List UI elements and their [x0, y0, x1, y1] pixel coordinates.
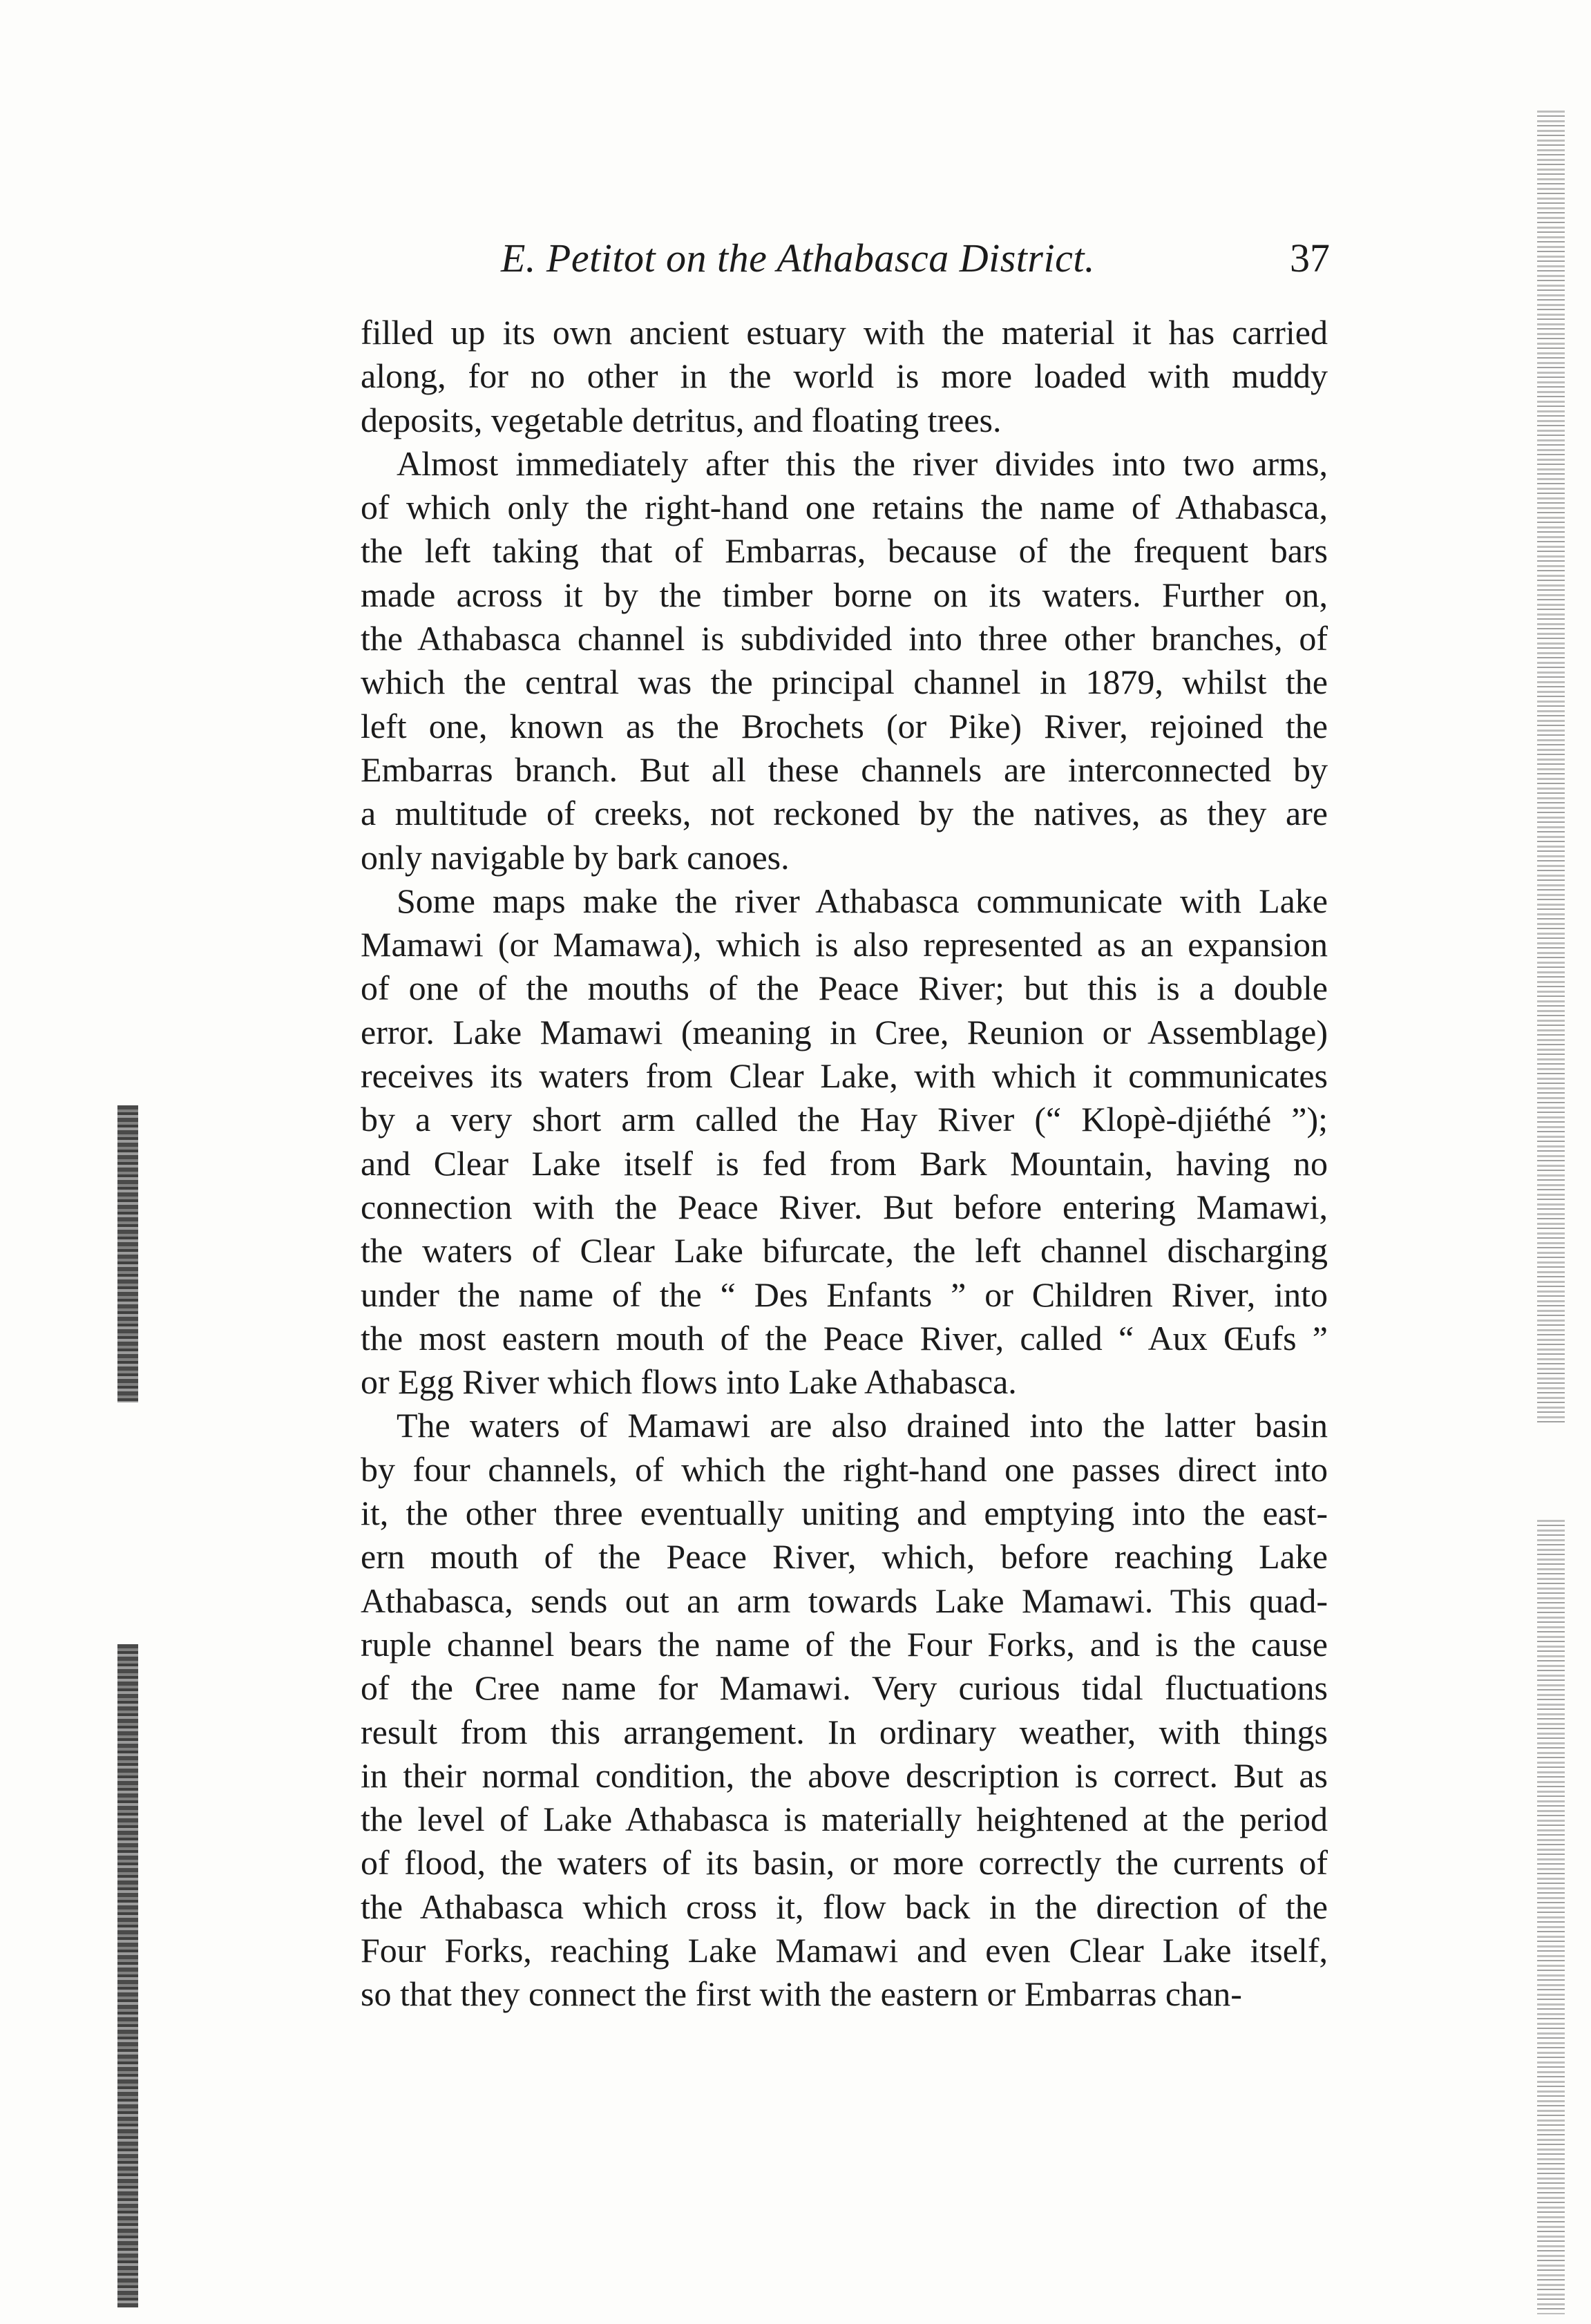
- text-line: the level of Lake Athabasca is materially heightened at the period: [361, 1800, 1328, 1839]
- scan-edge-right-upper: [1537, 111, 1565, 1423]
- text-line: only navigable by bark canoes.: [361, 837, 790, 877]
- text-line: of the Cree name for Mamawi. Very curious tidal fluctuations: [361, 1668, 1328, 1708]
- text-line: connection with the Peace River. But before entering Mamawi,: [361, 1187, 1328, 1226]
- scan-edge-left-lower: [117, 1644, 138, 2307]
- text-line: along, for no other in the world is more loaded with muddy: [361, 356, 1328, 396]
- text-line: Four Forks, reaching Lake Mamawi and even Clear Lake itself,: [361, 1930, 1328, 1970]
- text-line: filled up its own ancient estuary with the material it has carried: [361, 313, 1328, 352]
- text-line: and Clear Lake itself is fed from Bark Mountain, having no: [361, 1143, 1328, 1183]
- text-line: the left taking that of Embarras, because of the frequent bars: [361, 531, 1328, 571]
- text-line: made across it by the timber borne on its waters. Further on,: [361, 575, 1328, 614]
- text-line: of flood, the waters of its basin, or more correctly the currents of: [361, 1843, 1328, 1883]
- text-line: a multitude of creeks, not reckoned by the natives, as they are: [361, 794, 1328, 833]
- text-line: left one, known as the Brochets (or Pike) River, rejoined the: [361, 706, 1328, 745]
- text-line: the waters of Clear Lake bifurcate, the left channel discharging: [361, 1231, 1328, 1270]
- text-line: by a very short arm called the Hay River (“ Klopè-djiéthé ”);: [361, 1100, 1328, 1139]
- text-line: it, the other three eventually uniting and emptying into the east-: [361, 1494, 1328, 1533]
- page-number: 37: [1290, 236, 1330, 280]
- paragraph: [361, 1404, 1328, 2016]
- text-line: in their normal condition, the above description is correct. But as: [361, 1755, 1328, 1795]
- text-line: deposits, vegetable detritus, and floating trees.: [361, 400, 1002, 439]
- text-line: Embarras branch. But all these channels are interconnected by: [361, 750, 1328, 789]
- paragraph: [361, 879, 1328, 1404]
- text-line: Some maps make the river Athabasca communicate with Lake: [397, 881, 1328, 920]
- text-line: receives its waters from Clear Lake, with which it communicates: [361, 1056, 1328, 1096]
- running-title: E. Petitot on the Athabasca District.: [501, 236, 1095, 280]
- text-line: The waters of Mamawi are also drained into the latter basin: [397, 1406, 1328, 1445]
- text-line: Mamawi (or Mamawa), which is also represented as an expansion: [361, 925, 1328, 964]
- text-line: result from this arrangement. In ordinary weather, with things: [361, 1712, 1328, 1751]
- text-line: the most eastern mouth of the Peace River, called “ Aux Œufs ”: [361, 1318, 1328, 1358]
- text-line: the Athabasca which cross it, flow back in the direction of the: [361, 1887, 1328, 1926]
- text-line: ern mouth of the Peace River, which, before reaching Lake: [361, 1537, 1328, 1577]
- scan-edge-left-upper: [117, 1105, 138, 1402]
- text-line: the Athabasca channel is subdivided into three other branches, of: [361, 619, 1328, 658]
- page-header: [363, 228, 1330, 290]
- text-line: under the name of the “ Des Enfants ” or Children River, into: [361, 1275, 1328, 1314]
- text-line: Almost immediately after this the river divides into two arms,: [397, 444, 1328, 483]
- text-line: so that they connect the first with the eastern or Embarras chan-: [361, 1974, 1242, 2014]
- text-line: of which only the right-hand one retains the name of Athabasca,: [361, 488, 1328, 527]
- text-line: by four channels, of which the right-hand one passes direct into: [361, 1449, 1328, 1489]
- text-line: ruple channel bears the name of the Four Forks, and is the cause: [361, 1624, 1328, 1664]
- paragraph: [361, 311, 1328, 442]
- text-line: error. Lake Mamawi (meaning in Cree, Reunion or Assemblage): [361, 1012, 1328, 1051]
- text-line: or Egg River which flows into Lake Athabasca.: [361, 1362, 1017, 1402]
- text-line: which the central was the principal channel in 1879, whilst the: [361, 663, 1328, 702]
- body-text: [361, 311, 1328, 2017]
- scan-edge-right-lower: [1537, 1520, 1565, 2314]
- paragraph: [361, 442, 1328, 879]
- text-line: of one of the mouths of the Peace River; but this is a double: [361, 969, 1328, 1008]
- text-line: Athabasca, sends out an arm towards Lake Mamawi. This quad-: [361, 1581, 1328, 1620]
